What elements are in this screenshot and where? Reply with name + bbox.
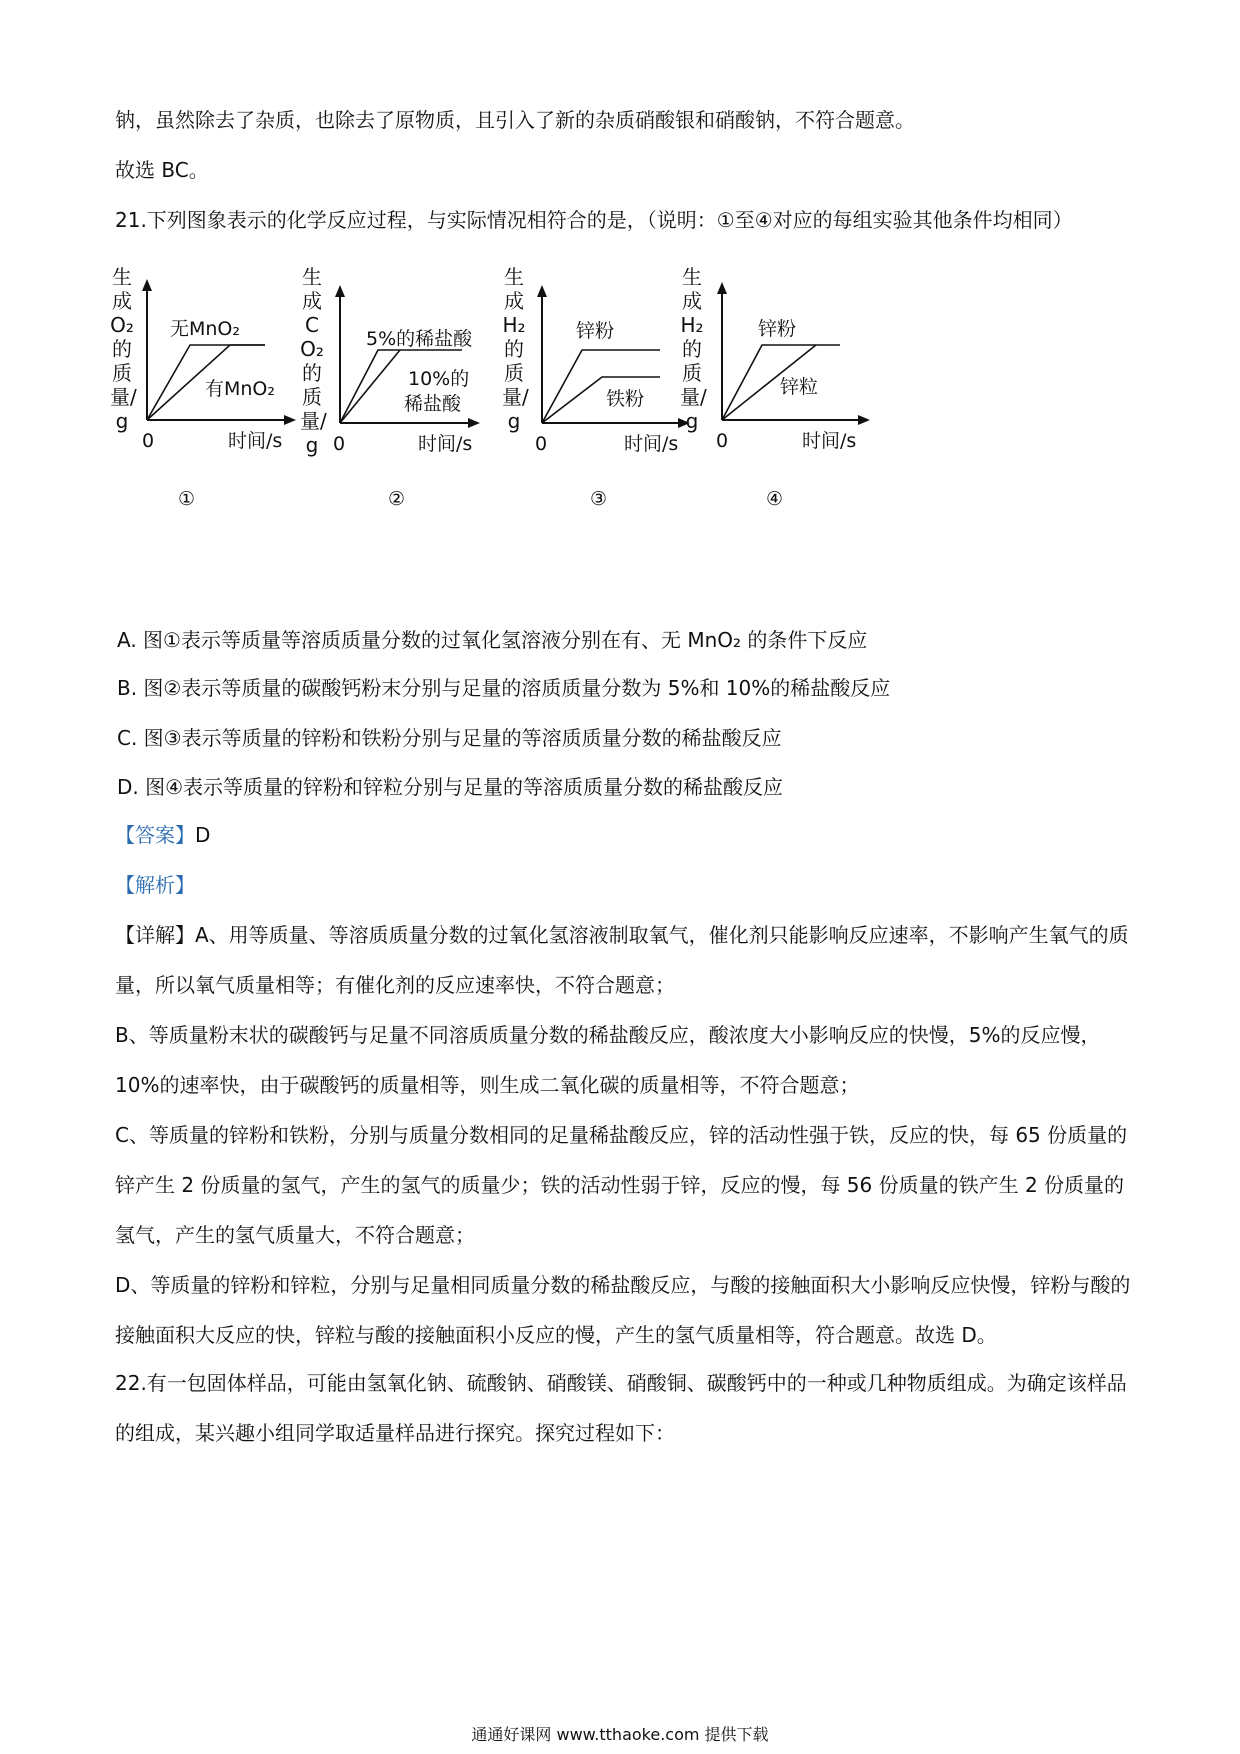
intro-line-1: 钠，虽然除去了杂质，也除去了原物质，且引入了新的杂质硝酸银和硝酸钠，不符合题意。 bbox=[115, 108, 915, 132]
figure-4-series-1-label: 锌粉 bbox=[758, 318, 797, 340]
figure-3-series-1-line bbox=[542, 350, 660, 423]
option-d: D. 图④表示等质量的锌粉和锌粒分别与足量的等溶质质量分数的稀盐酸反应 bbox=[117, 775, 784, 799]
figure-3-series-1-label: 锌粉 bbox=[576, 320, 615, 342]
figure-4-number: ④ bbox=[766, 488, 784, 510]
intro-line-2: 故选 BC。 bbox=[115, 158, 209, 182]
figure-2-series-1-label: 5%的稀盐酸 bbox=[366, 328, 473, 350]
figure-3-origin: 0 bbox=[535, 433, 548, 455]
figure-3-number: ③ bbox=[590, 488, 608, 510]
detail-b: B、等质量粉末状的碳酸钙与足量不同溶质质量分数的稀盐酸反应，酸浓度大小影响反应的快慢，5%的反应慢，10%的速率快，由于碳酸钙的质量相等，则生成二氧化碳的质量相等，不符合题意； bbox=[115, 1023, 1101, 1097]
figure-4-x-label: 时间/s bbox=[802, 430, 857, 452]
figure-4-series-2-label: 锌粒 bbox=[780, 376, 819, 398]
figure-2 bbox=[300, 265, 520, 555]
figure-4-y-label: 生成H₂的质量/g bbox=[680, 265, 707, 433]
figure-1-series-1-label: 无MnO₂ bbox=[170, 318, 241, 340]
figure-2-series-2-label-b: 稀盐酸 bbox=[404, 393, 462, 415]
figure-1-series-2-label: 有MnO₂ bbox=[205, 378, 276, 400]
option-c: C. 图③表示等质量的锌粉和铁粉分别与足量的等溶质质量分数的稀盐酸反应 bbox=[117, 726, 782, 750]
page-footer: 通通好课网 www.tthaoke.com 提供下载 bbox=[471, 1725, 769, 1744]
analysis-line bbox=[115, 870, 195, 900]
analysis-tag: 【解析】 bbox=[115, 873, 195, 897]
figure-2-x-label: 时间/s bbox=[418, 433, 473, 455]
figure-1-y-label: 生成O₂的质量/g bbox=[110, 265, 137, 433]
option-b: B. 图②表示等质量的碳酸钙粉末分别与足量的溶质质量分数为 5%和 10%的稀盐酸反应 bbox=[117, 676, 891, 700]
figure-1 bbox=[110, 265, 330, 555]
figure-3-series-2-label: 铁粉 bbox=[606, 388, 645, 410]
answer-line bbox=[115, 820, 210, 850]
figure-2-y-label: 生成CO₂的质量/g bbox=[300, 265, 327, 457]
detail-a-text: A、用等质量、等溶质质量分数的过氧化氢溶液制取氧气，催化剂只能影响反应速率，不影响产生氧气的质量，所以氧气质量相等；有催化剂的反应速率快，不符合题意； bbox=[115, 923, 1129, 997]
figure-2-number: ② bbox=[388, 488, 406, 510]
answer-tag: 【答案】 bbox=[115, 823, 195, 847]
figure-1-plot bbox=[110, 265, 330, 555]
figure-3-x-label: 时间/s bbox=[624, 433, 679, 455]
figure-4-plot bbox=[680, 265, 900, 555]
figure-2-origin: 0 bbox=[333, 433, 346, 455]
question-21-stem: 21.下列图象表示的化学反应过程，与实际情况相符合的是，（说明：①至④对应的每组实验其他条件均相同） bbox=[115, 208, 1073, 232]
figure-4 bbox=[680, 265, 900, 555]
figure-1-origin: 0 bbox=[142, 430, 155, 452]
answer-value: D bbox=[195, 823, 211, 847]
option-a: A. 图①表示等质量等溶质质量分数的过氧化氢溶液分别在有、无 MnO₂ 的条件下反应 bbox=[117, 628, 868, 652]
detail-a bbox=[115, 910, 1135, 1010]
figure-1-number: ① bbox=[178, 488, 196, 510]
figure-2-plot bbox=[300, 265, 520, 555]
question-22-stem: 22.有一包固体样品，可能由氢氧化钠、硫酸钠、硝酸镁、硝酸铜、碳酸钙中的一种或几种物质组成。为确定该样品的组成，某兴趣小组同学取适量样品进行探究。探究过程如下： bbox=[115, 1371, 1127, 1445]
figure-4-origin: 0 bbox=[716, 430, 729, 452]
figure-2-series-2-line bbox=[340, 350, 400, 423]
detail-tag: 【详解】 bbox=[115, 923, 195, 947]
detail-d: D、等质量的锌粉和锌粒，分别与足量相同质量分数的稀盐酸反应，与酸的接触面积大小影响反应快慢，锌粉与酸的接触面积大反应的快，锌粒与酸的接触面积小反应的慢，产生的氢气质量相等，符合题意。故选 D。 bbox=[115, 1273, 1131, 1347]
figure-3-y-label: 生成H₂的质量/g bbox=[502, 265, 529, 433]
figure-2-series-2-label-a: 10%的 bbox=[408, 368, 470, 390]
figure-1-x-label: 时间/s bbox=[228, 430, 283, 452]
detail-c: C、等质量的锌粉和铁粉，分别与质量分数相同的足量稀盐酸反应，锌的活动性强于铁，反应的快，每 65 份质量的锌产生 2 份质量的氢气，产生的氢气的质量少；铁的活动性弱于锌，反应的慢，每 56 份质量的铁产生 2 份质量的氢气，产生的氢气质量大，不符合题意； bbox=[115, 1123, 1128, 1247]
